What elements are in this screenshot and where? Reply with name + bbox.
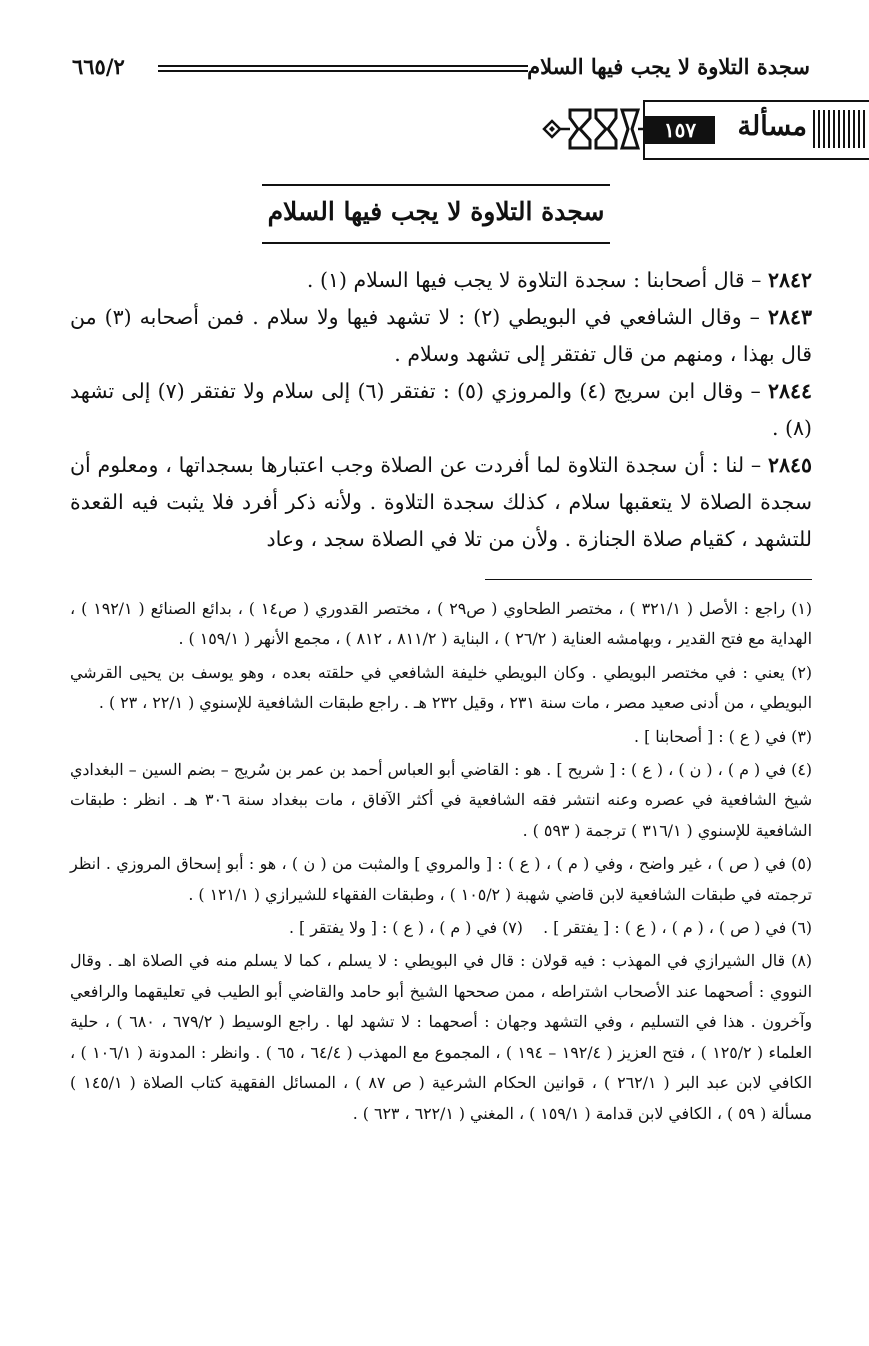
paragraph-text: – قال أصحابنا : سجدة التلاوة لا يجب فيها السلام (١) . (306, 268, 768, 292)
masala-box (643, 100, 869, 160)
page-number: ٦٦٥/٢ (72, 54, 125, 79)
paragraph-2844 (70, 373, 812, 447)
masala-banner (540, 100, 869, 158)
paragraph-text: – وقال ابن سريج (٤) والمروزي (٥) : تفتقر (٦) إلى سلام ولا تفتقر (٧) إلى تشهد (٨) . (70, 379, 812, 440)
footnotes (70, 594, 812, 1132)
paragraph-number: ٢٨٤٤ (767, 379, 812, 403)
paragraph-number: ٢٨٤٢ (767, 268, 812, 292)
footnote-3: (٣) في ( ع ) : [ أصحابنا ] . (634, 726, 812, 746)
masala-label: مسألة (737, 111, 807, 142)
footnote-8: (٨) قال الشيرازي في المهذب : فيه قولان : قال في البويطي : لا يسلم ، كما لا يسلم منه في الصلاة اهـ . وقال النووي : أصحهما عند الأصحاب اشتراطه ، ممن صححها الشيخ أبو حامد والقاضي أبو الطيب في تعليقهما والرافعي وآخرون . هذا في التسليم ، وفي التشهد وجهان : أصحهما : لا تشهد لها . راجع الوسيط ( ٦٧٩/٢ ، ٦٨٠ ) ، حلية العلماء ( ١٢٥/٢ ) ، فتح العزيز ( ١٩٢/٤ – ١٩٤ ) ، المجموع مع المهذب ( ٦٤/٤ ، ٦٥ ) . وانظر : المدونة ( ١٠٦/١ ) ، الكافي لابن عبد البر ( ٢٦٢/١ ) ، قوانين الحكام الشرعية ( ص ٨٧ ) ، المسائل الفقهية كتاب الصلاة ( ١٤٥/١ ) مسألة ( ٥٩ ) ، الكافي لابن قدامة ( ١٥٩/١ ) ، المغني ( ٦٢٢/١ ، ٦٢٣ ) . (70, 951, 813, 1123)
masala-number: ١٥٧ (645, 116, 715, 144)
paragraph-number: ٢٨٤٥ (767, 453, 812, 477)
paragraph-2842 (70, 262, 812, 299)
footnote-7: (٧) في ( م ) ، ( ع ) : [ ولا يفتقر ] . (288, 918, 523, 938)
header-double-rule (158, 65, 528, 72)
footnote-4: (٤) في ( م ) ، ( ن ) ، ( ع ) : [ شريح ] . هو : القاضي أبو العباس أحمد بن عمر بن سُريج – بضم السين – البغدادي شيخ الشافعية في عصره وعنه انتشر فقه الشافعية في أكثر الآفاق ، مات ببغداد سنة ٣٠٦ هـ . انظر : طبقات الشافعية للإسنوي ( ٣١٦/١ ) ترجمة ( ٥٩٣ ) . (70, 760, 812, 840)
barcode-stripes-icon (813, 110, 865, 148)
footnote-1: (١) راجع : الأصل ( ٣٢١/١ ) ، مختصر الطحاوي ( ص٢٩ ) ، مختصر القدوري ( ص١٤ ) ، بدائع الصنائع ( ١٩٢/١ ) ، الهداية مع فتح القدير ، وبهامشه العناية ( ٢٦/٢ ) ، البناية ( ٨١١/٢ ، ٨١٢ ) ، مجمع الأنهر ( ١٥٩/١ ) . (70, 599, 812, 649)
paragraph-2845 (70, 447, 812, 558)
footnote-separator (485, 579, 812, 580)
paragraph-number: ٢٨٤٣ (767, 305, 812, 329)
footnote-6: (٦) في ( ص ) ، ( م ) ، ( ع ) : [ يفتقر ] . (543, 918, 812, 938)
running-header (72, 52, 810, 88)
running-header-title: سجدة التلاوة لا يجب فيها السلام (527, 54, 810, 79)
footnote-5: (٥) في ( ص ) ، غير واضح ، وفي ( م ) ، ( ع ) : [ والمروي ] والمثبت من ( ن ) ، هو : أبو إسحاق المروزي . انظر ترجمته في طبقات الشافعية لابن قاضي شهبة ( ١٠٥/٢ ) ، وطبقات الفقهاء للشيرازي ( ١٢١/١ ) . (70, 854, 812, 904)
main-text (70, 262, 812, 558)
footnote-2: (٢) يعني : في مختصر البويطي . وكان البويطي خليفة الشافعي في حلقته بعده ، وهو يوسف بن يحيى القرشي البويطي ، من أدنى صعيد مصر ، مات سنة ٢٣١ ، وقيل ٢٣٢ هـ . راجع طبقات الشافعية للإسنوي ( ٢٢/١ ، ٢٣ ) . (70, 662, 812, 713)
ornament-icon (540, 104, 650, 154)
footnote-6-7 (70, 913, 812, 943)
paragraph-text: – لنا : أن سجدة التلاوة لما أفردت عن الصلاة وجب اعتبارها بسجداتها ، ومعلوم أن سجدة الصلاة لا يتعقبها سلام ، كذلك سجدة التلاوة . ولأنه ذكر أفرد فلا يثبت فيه القعدة للتشهد ، كقيام صلاة الجنازة . ولأن من تلا في الصلاة سجد ، وعاد (70, 453, 812, 551)
section-title: سجدة التلاوة لا يجب فيها السلام (267, 197, 605, 226)
section-title-box (262, 184, 610, 244)
paragraph-text: – وقال الشافعي في البويطي (٢) : لا تشهد فيها ولا سلام . فمن أصحابه (٣) من قال بهذا ، ومنهم من قال تفتقر إلى تشهد وسلام . (70, 305, 812, 366)
paragraph-2843 (70, 299, 812, 373)
